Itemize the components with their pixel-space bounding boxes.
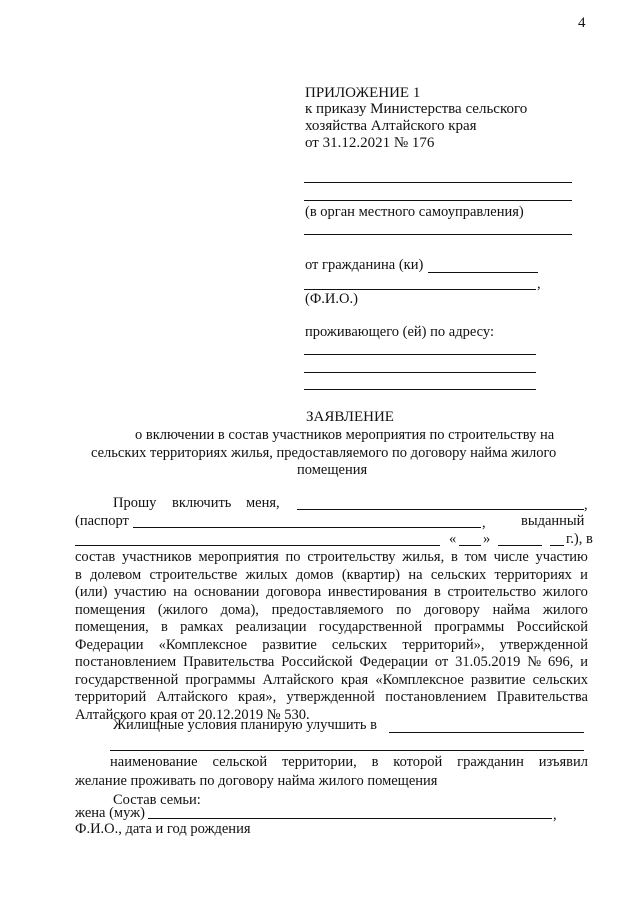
paragraph-word: том (464, 549, 487, 565)
paragraph-word: 696, (547, 654, 574, 670)
paragraph-word: (квартир) (341, 566, 401, 583)
address-line-3 (304, 389, 536, 390)
paragraph-word: на (408, 566, 423, 583)
paragraph-word: сельских (430, 566, 487, 583)
issued-by-line (75, 545, 440, 546)
paragraph-word: 31.05.2019 (455, 654, 521, 670)
organ-line-2 (304, 200, 572, 201)
statement-title: ЗАЯВЛЕНИЕ (306, 409, 394, 425)
request-word-2: включить (172, 495, 232, 511)
paragraph-word: государственной (75, 671, 179, 688)
paragraph-word: мероприятия (198, 549, 279, 565)
territory-caption-line-1 (110, 753, 588, 772)
paragraph-word: договора (266, 584, 322, 600)
organ-caption: (в орган местного самоуправления) (305, 204, 524, 220)
paragraph-word: сельских (532, 671, 588, 688)
spouse-comma: , (553, 807, 557, 823)
paragraph-word: на (173, 584, 188, 600)
territory-caption-word: территории, (281, 754, 357, 770)
passport-label: (паспорт (75, 513, 129, 529)
paragraph-word: жилья, (402, 549, 445, 565)
territory-caption-word: гражданин (457, 754, 524, 770)
request-word-1: Прошу (113, 495, 157, 511)
residing-label: проживающего (ей) по адресу: (305, 324, 494, 340)
territory-caption-word: сельской (212, 754, 268, 770)
fio-dob-caption: Ф.И.О., дата и год рождения (75, 821, 251, 837)
date-close-quote: » (483, 531, 491, 547)
paragraph-word: Российской (281, 654, 353, 670)
appendix-title: ПРИЛОЖЕНИЕ 1 (305, 85, 421, 101)
paragraph-word: территорий», (402, 636, 485, 653)
paragraph-word: договору (424, 601, 480, 618)
territory-caption-line-2: желание проживать по договору найма жилого помещения (75, 773, 438, 789)
date-month-line (498, 545, 542, 546)
spouse-line (148, 818, 552, 819)
paragraph-word: утвержденной (286, 689, 375, 705)
paragraph-word: Алтайского края от 20.12.2019 № 530. (75, 706, 310, 723)
address-line-1 (304, 354, 536, 355)
paragraph-word: инвестирования (327, 584, 428, 600)
page-number: 4 (578, 15, 586, 31)
paragraph-word: состав (75, 549, 116, 565)
family-label: Состав семьи: (113, 792, 201, 808)
issued-label: выданный (521, 513, 585, 529)
paragraph-line (75, 566, 588, 585)
statement-subtitle-2: сельских территориях жилья, предоставляемого по договору найма жилого (91, 445, 557, 461)
appendix-line-3: от 31.12.2021 № 176 (305, 135, 435, 151)
paragraph-word: территориях (494, 566, 572, 583)
paragraph-word: развитие (470, 671, 526, 688)
paragraph-word: постановлением (385, 689, 487, 705)
paragraph-word: и (580, 654, 588, 670)
spouse-label: жена (муж) (75, 805, 145, 821)
paragraph-line (75, 688, 588, 707)
paragraph-word: края», (237, 689, 277, 705)
organ-line-1 (304, 182, 572, 183)
paragraph-word: строительству (307, 549, 396, 565)
paragraph-line (75, 618, 588, 637)
paragraph-line (75, 636, 588, 655)
paragraph-word: Правительства (183, 654, 275, 670)
organ-line-3 (304, 234, 572, 235)
paragraph-word: Алтайского (156, 689, 228, 705)
date-year-line (550, 545, 564, 546)
date-open-quote: « (449, 531, 457, 547)
territory-caption-word: наименование (110, 754, 198, 770)
request-name-line (297, 509, 584, 510)
housing-territory-line (389, 732, 584, 733)
appendix-line-1: к приказу Министерства сельского (305, 101, 528, 117)
paragraph-word: Российской (516, 619, 588, 635)
paragraph-word: основании (193, 584, 260, 600)
paragraph-word: строительство (447, 584, 537, 600)
paragraph-line (75, 671, 588, 690)
paragraph-word: сельских (331, 636, 388, 653)
paragraph-line (75, 653, 588, 672)
year-suffix: г.), в (566, 531, 593, 547)
territory-caption-word: которой (393, 754, 443, 770)
request-comma: , (584, 497, 588, 513)
fio-caption: (Ф.И.О.) (305, 291, 358, 307)
paragraph-word: предоставляемого (271, 601, 384, 618)
housing-plan-label: Жилищные условия планирую улучшить в (113, 717, 378, 733)
paragraph-word: домов (295, 566, 334, 583)
request-word-3: меня, (246, 495, 280, 511)
from-citizen-label: от гражданина (ки) (305, 257, 424, 273)
paragraph-word: программы (185, 671, 256, 688)
paragraph-word: программы (434, 619, 505, 635)
statement-subtitle-1: о включении в состав участников мероприятия по строительству на (135, 427, 555, 443)
paragraph-word: постановлением (75, 654, 177, 670)
paragraph-word: помещения, (75, 619, 149, 635)
paragraph-word: найма (492, 601, 531, 618)
paragraph-word: развитие (262, 636, 317, 653)
paragraph-word: утвержденной (499, 636, 588, 653)
paragraph-word: участию (114, 584, 167, 600)
paragraph-word: края (340, 671, 369, 688)
citizen-comma: , (537, 276, 541, 292)
paragraph-word: числе (493, 549, 529, 565)
paragraph-word: строительстве (149, 566, 238, 583)
paragraph-word: Федерации (75, 636, 144, 653)
paragraph-line (75, 601, 588, 620)
paragraph-word: помещения (75, 601, 146, 618)
paragraph-word: по (285, 549, 301, 565)
paragraph-word: жилых (245, 566, 288, 583)
paragraph-word: и (580, 566, 588, 583)
paragraph-word: (или) (75, 584, 108, 600)
address-line-2 (304, 372, 536, 373)
paragraph-word: «Комплексное (158, 636, 248, 653)
paragraph-word: дома), (220, 601, 259, 618)
appendix-line-2: хозяйства Алтайского края (305, 118, 477, 134)
paragraph-word: в (75, 566, 82, 583)
housing-territory-line-2 (110, 750, 584, 751)
paragraph-line (75, 583, 588, 602)
passport-line (133, 527, 481, 528)
paragraph-word: Федерации (359, 654, 429, 670)
paragraph-word: рамках (180, 619, 224, 635)
date-day-line (459, 545, 481, 546)
paragraph-word: в (160, 619, 168, 635)
paragraph-word: территорий (75, 689, 147, 705)
territory-caption-word: в (371, 754, 379, 770)
paragraph-word: государственной (318, 619, 423, 635)
citizen-name-line (428, 272, 538, 273)
territory-caption-word: изъявил (538, 754, 588, 770)
paragraph-word: Алтайского (262, 671, 334, 688)
paragraph-word: участию (535, 549, 588, 565)
paragraph-word: (жилого (157, 601, 208, 618)
paragraph-word: в (433, 584, 441, 600)
paragraph-word: жилого (542, 584, 588, 600)
paragraph-word: № (527, 654, 542, 670)
passport-comma: , (482, 515, 486, 531)
paragraph-word: долевом (90, 566, 142, 583)
paragraph-word: реализации (235, 619, 307, 635)
paragraph-word: участников (122, 549, 192, 565)
paragraph-word: по (396, 601, 412, 618)
paragraph-line (75, 548, 588, 567)
paragraph-word: Правительства (496, 689, 588, 705)
paragraph-word: жилого (542, 601, 588, 618)
paragraph-word: «Комплексное (375, 671, 464, 688)
paragraph-word: от (434, 654, 449, 670)
paragraph-word: в (450, 549, 458, 565)
statement-subtitle-3: помещения (297, 462, 368, 478)
